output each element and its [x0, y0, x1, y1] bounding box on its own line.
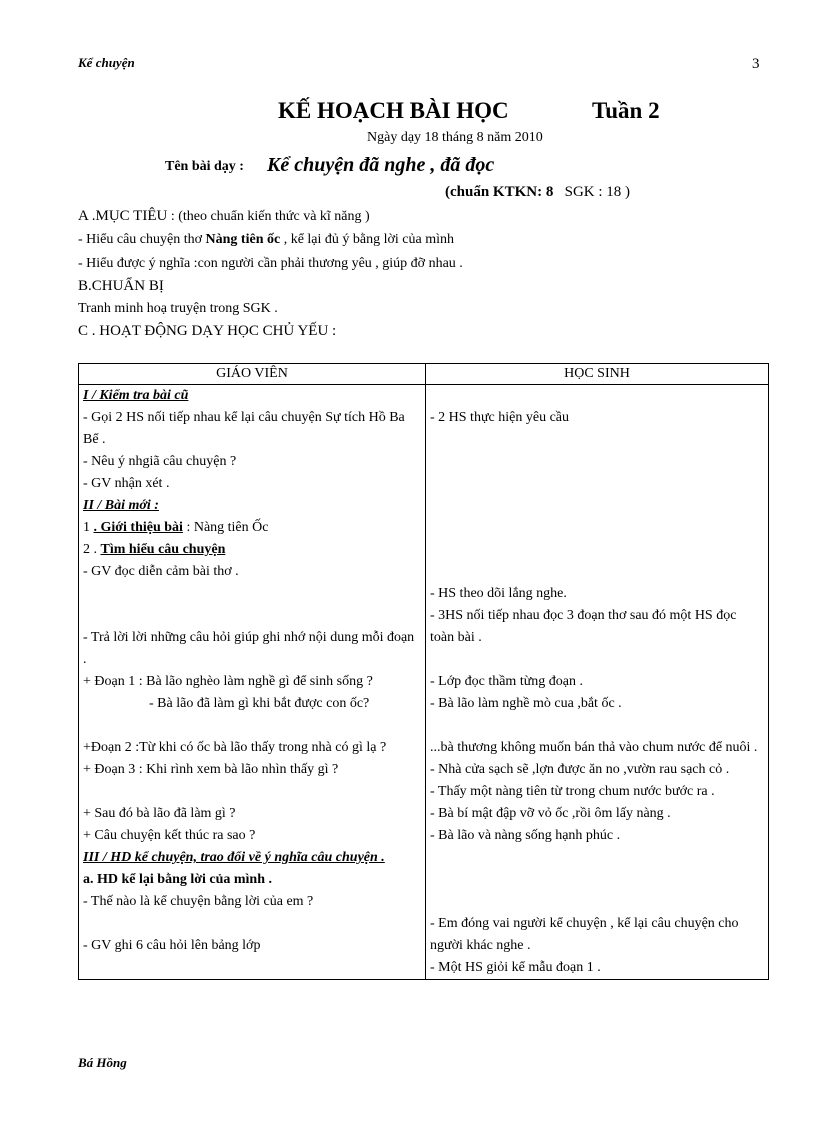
student-line: - Thấy một nàng tiên từ trong chum nước bước ra .	[430, 784, 715, 799]
objective-line-2: - Hiểu được ý nghĩa :con người cần phải thương yêu , giúp đỡ nhau .	[78, 256, 463, 271]
header-subject: Kể chuyện	[78, 55, 135, 70]
spacer	[430, 451, 764, 473]
teaching-date: Ngày dạy 18 tháng 8 năm 2010	[367, 130, 543, 145]
teacher-line: - Thế nào là kể chuyện bằng lời của em ?	[83, 894, 314, 909]
objective-line-1-post: , kể lại đủ ý bằng lời của mình	[280, 232, 455, 247]
teacher-line: - Trả lời lời những câu hỏi giúp ghi nhớ nội dung mỗi đoạn .	[83, 630, 415, 667]
spacer	[430, 495, 764, 517]
spacer	[83, 715, 421, 737]
teacher-line: - Gọi 2 HS nối tiếp nhau kể lại câu chuyện Sự tích Hồ Ba Bể .	[83, 410, 405, 447]
table-row	[79, 385, 769, 980]
objectives-heading-label: A .MỤC TIÊU	[78, 208, 168, 224]
student-cell	[426, 385, 769, 980]
student-line: - Em đóng vai người kể chuyện , kể lại câu chuyện cho người khác nghe .	[430, 916, 739, 953]
teacher-line: + Đoạn 1 : Bà lão nghèo làm nghề gì để sinh sống ?	[83, 674, 373, 689]
page-title: KẾ HOẠCH BÀI HỌC	[278, 98, 509, 123]
objectives-heading	[78, 208, 370, 225]
teacher-line: - GV nhận xét .	[83, 476, 170, 491]
student-line: - Bà lão làm nghề mò cua ,bắt ốc .	[430, 696, 622, 711]
spacer	[430, 539, 764, 561]
table-header-row	[79, 364, 769, 385]
spacer	[430, 473, 764, 495]
spacer	[430, 891, 764, 913]
student-column-header: HỌC SINH	[426, 364, 769, 385]
lesson-table	[78, 363, 769, 980]
spacer	[430, 561, 764, 583]
teacher-line: - Bà lão đã làm gì khi bắt được con ốc?	[149, 696, 370, 711]
lesson-label: Tên bài dạy :	[165, 159, 244, 174]
section-2-title: II / Bài mới :	[83, 498, 159, 513]
section-2-heading	[83, 495, 421, 517]
sub-2-number: 2 .	[83, 542, 101, 557]
activities-heading: C . HOẠT ĐỘNG DẠY HỌC CHỦ YẾU :	[78, 323, 337, 339]
sub-2-title: Tìm hiểu câu chuyện	[100, 542, 226, 557]
prep-heading: B.CHUẨN BỊ	[78, 278, 164, 294]
teacher-line: + Sau đó bà lão đã làm gì ?	[83, 806, 236, 821]
sub-1-rest: : Nàng tiên Ốc	[182, 520, 269, 535]
spacer	[83, 605, 421, 627]
spacer	[430, 429, 764, 451]
objective-line-1-pre: - Hiểu câu chuyện thơ	[78, 232, 206, 247]
spacer	[430, 715, 764, 737]
lesson-name: Kể chuyện đã nghe , đã đọc	[267, 154, 495, 176]
footer-author: Bá Hồng	[78, 1055, 127, 1070]
student-line: - 2 HS thực hiện yêu cầu	[430, 410, 569, 425]
week-label: Tuần 2	[592, 98, 660, 123]
teacher-line	[83, 539, 421, 561]
student-line: - 3HS nối tiếp nhau đọc 3 đoạn thơ sau đó một HS đọc toàn bài .	[430, 608, 737, 645]
teacher-line	[83, 517, 421, 539]
section-3-title: III / HD kể chuyện, trao đổi về ý nghĩa câu chuyện .	[83, 850, 385, 865]
teacher-line: a. HD kể lại bằng lời của mình .	[83, 872, 273, 887]
section-1-heading	[83, 385, 421, 407]
teacher-line: - GV đọc diễn cảm bài thơ .	[83, 564, 239, 579]
student-line: - Nhà cửa sạch sẽ ,lợn được ăn no ,vườn rau sạch cỏ .	[430, 762, 730, 777]
spacer	[83, 781, 421, 803]
standard-reference	[445, 184, 630, 201]
teacher-line: +Đoạn 2 :Từ khi có ốc bà lão thấy trong nhà có gì lạ ?	[83, 740, 387, 755]
objective-line-1	[78, 232, 454, 248]
spacer	[430, 517, 764, 539]
spacer	[430, 385, 764, 407]
student-line: - Lớp đọc thầm từng đoạn .	[430, 674, 584, 689]
teacher-line: + Đoạn 3 : Khi rình xem bà lão nhìn thấy gì ?	[83, 762, 339, 777]
spacer	[83, 583, 421, 605]
standard-prefix: (chuẩn KTKN: 8	[445, 184, 554, 200]
spacer	[430, 869, 764, 891]
student-line: ...bà thương không muốn bán thả vào chum nước để nuôi .	[430, 740, 758, 755]
student-line: - Bà lão và nàng sống hạnh phúc .	[430, 828, 621, 843]
teacher-cell	[79, 385, 426, 980]
student-line: - Một HS giỏi kể mẫu đoạn 1 .	[430, 960, 601, 975]
teacher-line: - GV ghi 6 câu hỏi lên bảng lớp	[83, 938, 261, 953]
spacer	[430, 847, 764, 869]
section-3-heading	[83, 847, 421, 869]
sub-1-number: 1	[83, 520, 94, 535]
sub-1-title: . Giới thiệu bài	[93, 520, 183, 535]
teacher-line: + Câu chuyện kết thúc ra sao ?	[83, 828, 256, 843]
prep-line: Tranh minh hoạ truyện trong SGK .	[78, 301, 278, 316]
student-line: - Bà bí mật đập vỡ vỏ ốc ,rồi ôm lấy nàng .	[430, 806, 671, 821]
teacher-column-header: GIÁO VIÊN	[79, 364, 426, 385]
spacer	[430, 649, 764, 671]
teacher-line: - Nêu ý nhgiã câu chuyện ?	[83, 454, 237, 469]
student-line: - HS theo dõi lắng nghe.	[430, 586, 567, 601]
spacer	[83, 913, 421, 935]
standard-sgk: SGK : 18 )	[564, 184, 631, 200]
objectives-heading-note: : (theo chuẩn kiến thức và kĩ năng )	[167, 209, 370, 224]
page-number: 3	[752, 56, 760, 72]
section-1-title: I / Kiểm tra bài cũ	[83, 388, 189, 403]
objective-line-1-story: Nàng tiên ốc	[205, 232, 281, 247]
